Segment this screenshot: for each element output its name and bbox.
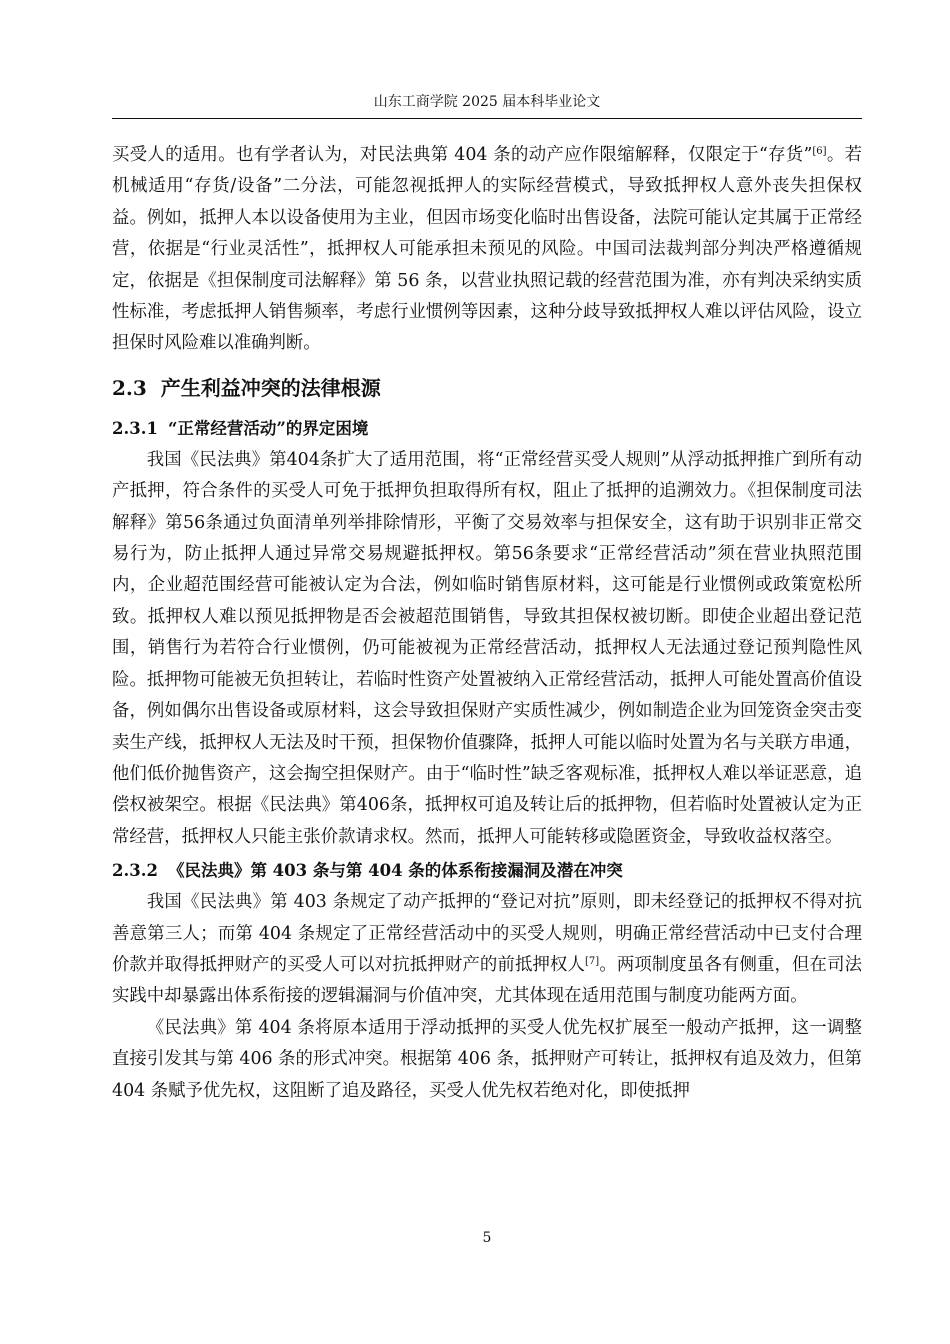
body-text — [112, 140, 862, 1107]
subsection-number: 2.3.1 — [112, 418, 158, 438]
paragraph-text-2: 。两项制度虽各有侧重，但在司法实践中却暴露出体系衔接的逻辑漏洞与价值冲突，尤其体现在适用范围与制度功能两方面。 — [112, 954, 862, 1007]
subsection-heading-2-3-1 — [112, 414, 862, 444]
running-header: 山东工商学院 2025 届本科毕业论文 — [373, 94, 601, 110]
citation-6: [6] — [812, 146, 827, 157]
subsection-title: 《民法典》第 403 条与第 404 条的体系衔接漏洞及潜在冲突 — [167, 861, 623, 881]
citation-7: [7] — [585, 955, 600, 967]
page-number: 5 — [482, 1230, 492, 1246]
section-heading-2-3 — [112, 372, 862, 404]
paragraph-2-3-1: 我国《民法典》第404条扩大了适用范围，将“正常经营买受人规则”从浮动抵押推广到所有动产抵押，符合条件的买受人可免于抵押负担取得所有权，阻止了抵押的追溯效力。《担保制度司法解释》第56条通过负面清单列举排除情形，平衡了交易效率与担保安全，这有助于识别非正常交易行为，防止抵押人通过异常交易规避抵押权。第56条要求“正常经营活动”须在营业执照范围内，企业超范围经营可能被认定为合法，例如临时销售原材料，这可能是行业惯例或政策宽松所致。抵押权人难以预见抵押物是否会被超范围销售，导致其担保权被切断。即使企业超出登记范围，销售行为若符合行业惯例，仍可能被视为正常经营活动，抵押权人无法通过登记预判隐性风险。抵押物可能被无负担转让，若临时性资产处置被纳入正常经营活动，抵押人可能处置高价值设备，例如偶尔出售设备或原材料，这会导致担保财产实质性减少，例如制造企业为回笼资金突击变卖生产线，抵押权人无法及时干预，担保物价值骤降，抵押人可能以临时处置为名与关联方串通，他们低价抛售资产，这会掏空担保财产。由于“临时性”缺乏客观标准，抵押权人难以举证恶意，追偿权被架空。根据《民法典》第406条，抵押权可追及转让后的抵押物，但若临时处置被认定为正常经营，抵押权人只能主张价款请求权。然而，抵押人可能转移或隐匿资金，导致收益权落空。 — [112, 449, 862, 847]
subsection-title: “正常经营活动”的界定困境 — [167, 418, 369, 438]
section-number: 2.3 — [112, 375, 147, 400]
intro-paragraph — [112, 140, 862, 360]
section-title: 产生利益冲突的法律根源 — [160, 375, 381, 400]
paragraph-2-3-2-a — [112, 887, 862, 1013]
paragraph-text-1: 我国《民法典》第 403 条规定了动产抵押的“登记对抗”原则，即未经登记的抵押权不得对抗善意第三人；而第 404 条规定了正常经营活动中的买受人规则，明确正常经营活动中已支付合理价款并取得抵押财产的买受人可以对抗抵押财产的前抵押权人 — [112, 892, 862, 975]
intro-text-1: 买受人的适用。也有学者认为，对民法典第 404 条的动产应作限缩解释，仅限定于“存货” — [112, 145, 813, 165]
intro-text-2: 。若机械适用“存货/设备”二分法，可能忽视抵押人的实际经营模式，导致抵押权人意外丧失担保权益。例如，抵押人本以设备使用为主业，但因市场变化临时出售设备，法院可能认定其属于正常经营，依据是“行业灵活性”，抵押权人可能承担未预见的风险。中国司法裁判部分判决严格遵循规定，依据是《担保制度司法解释》第 56 条，以营业执照记载的经营范围为准，亦有判决采纳实质性标准，考虑抵押人销售频率，考虑行业惯例等因素，这种分歧导致抵押权人难以评估风险，设立担保时风险难以准确判断。 — [112, 145, 862, 354]
subsection-number: 2.3.2 — [112, 861, 158, 881]
paragraph-2-3-2-b: 《民法典》第 404 条将原本适用于浮动抵押的买受人优先权扩展至一般动产抵押，这一调整直接引发其与第 406 条的形式冲突。根据第 406 条，抵押财产可转让，抵押权有追及效力，但第 404 条赋予优先权，这阻断了追及路径，买受人优先权若绝对化，即使抵押 — [112, 1017, 862, 1101]
header-rule — [112, 118, 862, 119]
subsection-heading-2-3-2 — [112, 856, 862, 886]
